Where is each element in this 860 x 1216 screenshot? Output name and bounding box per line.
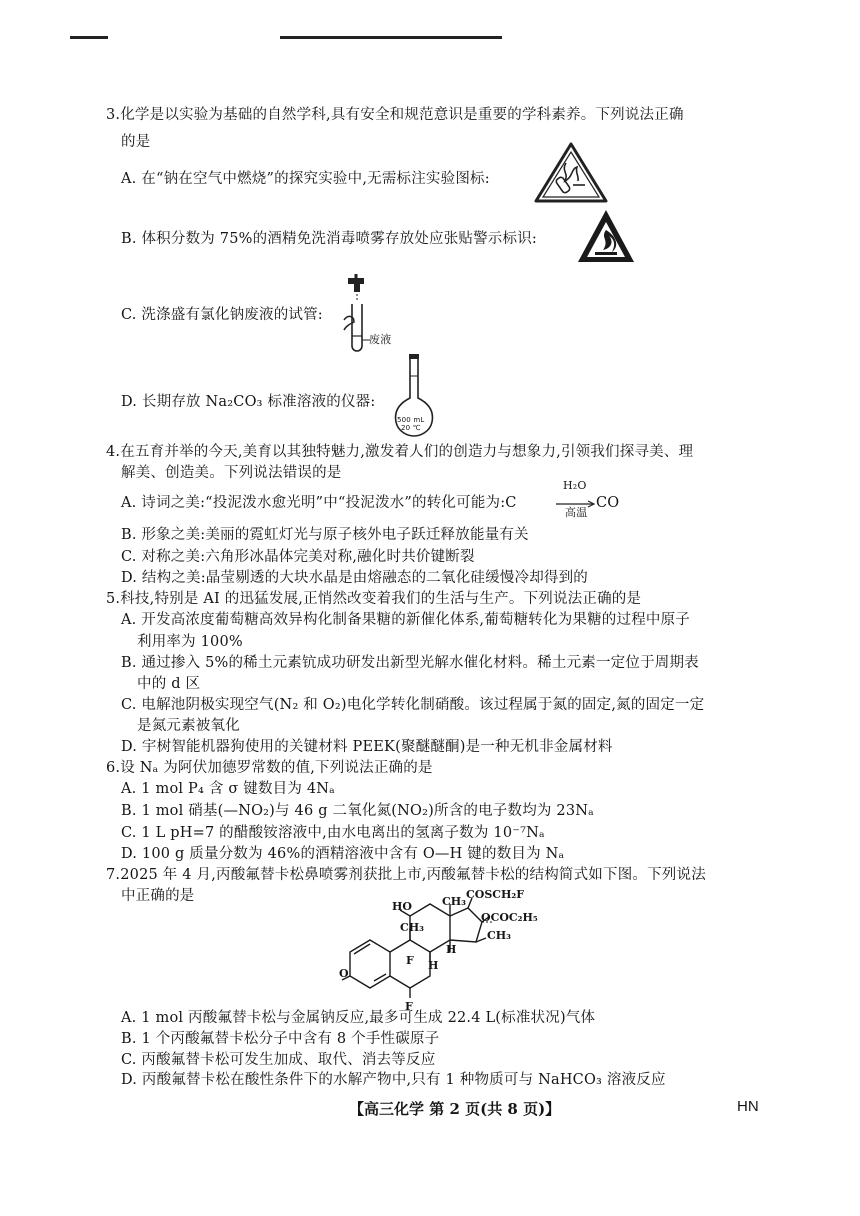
footer-page-info: 【高三化学 第 2 页(共 8 页)】 — [349, 1100, 561, 1118]
q5-option-a-line2: 利用率为 100% — [137, 634, 243, 650]
q7-option-d: D. 丙酸氟替卡松在酸性条件下的水解产物中,只有 1 种物质可与 NaHCO₃ 溶液反应 — [121, 1072, 666, 1088]
q5-stem: 5.科技,特别是 AI 的迅猛发展,正悄然改变着我们的生活与生产。下列说法正确的是 — [106, 591, 642, 607]
q3-option-d: D. 长期存放 Na₂CO₃ 标准溶液的仪器: — [121, 394, 376, 410]
q7-stem-line1: 7.2025 年 4 月,丙酸氟替卡松鼻喷雾剂获批上市,丙酸氟替卡松的结构简式如下图。下列说法 — [106, 867, 706, 883]
q3-option-c: C. 洗涤盛有氯化钠废液的试管: — [121, 307, 323, 323]
q6-option-d: D. 100 g 质量分数为 46%的酒精溶液中含有 O—H 键的数目为 Nₐ — [121, 846, 565, 862]
q4-option-b: B. 形象之美:美丽的霓虹灯光与原子核外电子跃迁释放能量有关 — [121, 527, 529, 543]
q4-option-d: D. 结构之美:晶莹剔透的大块水晶是由熔融态的二氧化硅缓慢冷却得到的 — [121, 570, 589, 586]
q3-option-a: A. 在“钠在空气中燃烧”的探究实验中,无需标注实验图标: — [121, 171, 490, 187]
struct-ch3-label-b: CH₃ — [400, 921, 424, 934]
flammable-warning-icon — [576, 208, 636, 264]
q6-option-c: C. 1 L pH=7 的醋酸铵溶液中,由水电离出的氢离子数为 10⁻⁷Nₐ — [121, 825, 545, 841]
reaction-product: CO — [596, 495, 620, 511]
q4-option-c: C. 对称之美:六角形冰晶体完美对称,融化时共价键断裂 — [121, 549, 475, 565]
struct-f-label-1: F — [406, 954, 414, 967]
q5-option-d: D. 宇树智能机器狗使用的关键材料 PEEK(聚醚醚酮)是一种无机非金属材料 — [121, 739, 613, 755]
q4-option-a: A. 诗词之美:“投泥泼水愈光明”中“投泥泼水”的转化可能为:C — [121, 495, 517, 511]
struct-o-label: O — [339, 967, 349, 980]
scan-edge — [70, 36, 785, 38]
struct-ch3-label-c: CH₃ — [487, 929, 511, 942]
q7-stem-line2: 中正确的是 — [121, 888, 195, 904]
reaction-above-label: H₂O — [563, 479, 587, 492]
fire-safety-icon — [533, 141, 609, 205]
struct-ch3-label-a: CH₃ — [442, 895, 466, 908]
q7-option-a: A. 1 mol 丙酸氟替卡松与金属钠反应,最多可生成 22.4 L(标准状况)气体 — [121, 1010, 596, 1026]
q5-option-b-line2: 中的 d 区 — [137, 676, 201, 692]
struct-h-label-2: H — [428, 959, 439, 972]
q6-option-b: B. 1 mol 硝基(—NO₂)与 46 g 二氧化氮(NO₂)所含的电子数均为 23Nₐ — [121, 803, 594, 819]
q5-option-b-line1: B. 通过掺入 5%的稀土元素钪成功研发出新型光解水催化材料。稀土元素一定位于周期表 — [121, 655, 699, 671]
flask-volume-label: 500 mL — [397, 416, 425, 424]
struct-cosch2f-label: COSCH₂F — [466, 888, 525, 901]
q5-option-c-line1: C. 电解池阴极实现空气(N₂ 和 O₂)电化学转化制硝酸。该过程属于氮的固定,氮的固定一定 — [121, 697, 705, 713]
q7-option-b: B. 1 个丙酸氟替卡松分子中含有 8 个手性碳原子 — [121, 1031, 440, 1047]
q5-option-c-line2: 是氮元素被氧化 — [137, 718, 240, 734]
q3-option-b: B. 体积分数为 75%的酒精免洗消毒喷雾存放处应张贴警示标识: — [121, 231, 537, 247]
q4-stem-line1: 4.在五育并举的今天,美育以其独特魅力,激发着人们的创造力与想象力,引领我们探寻美、理 — [106, 444, 694, 460]
footer-code: HN — [737, 1098, 759, 1115]
struct-ococ2h5-label: OCOC₂H₅ — [481, 911, 538, 924]
struct-ho-label: HO — [392, 900, 412, 913]
reaction-below-label: 高温 — [565, 506, 588, 519]
struct-h-label-1: H — [446, 943, 457, 956]
page-footer — [0, 1098, 860, 1122]
q3-waste-label: 废液 — [369, 333, 392, 346]
q6-option-a: A. 1 mol P₄ 含 σ 键数目为 4Nₐ — [121, 781, 335, 797]
q3-stem-line2: 的是 — [121, 134, 151, 150]
q6-stem: 6.设 Nₐ 为阿伏加德罗常数的值,下列说法正确的是 — [106, 760, 433, 776]
flask-temperature-label: 20 ℃ — [401, 424, 421, 432]
q3-stem-line1: 3.化学是以实验为基础的自然学科,具有安全和规范意识是重要的学科素养。下列说法正确 — [106, 107, 684, 123]
q4-stem-line2: 解美、创造美。下列说法错误的是 — [121, 465, 342, 481]
struct-f-label-2: F — [405, 1000, 413, 1013]
q5-option-a-line1: A. 开发高浓度葡萄糖高效异构化制备果糖的新催化体系,葡萄糖转化为果糖的过程中原子 — [121, 612, 690, 628]
q7-option-c: C. 丙酸氟替卡松可发生加成、取代、消去等反应 — [121, 1052, 436, 1068]
